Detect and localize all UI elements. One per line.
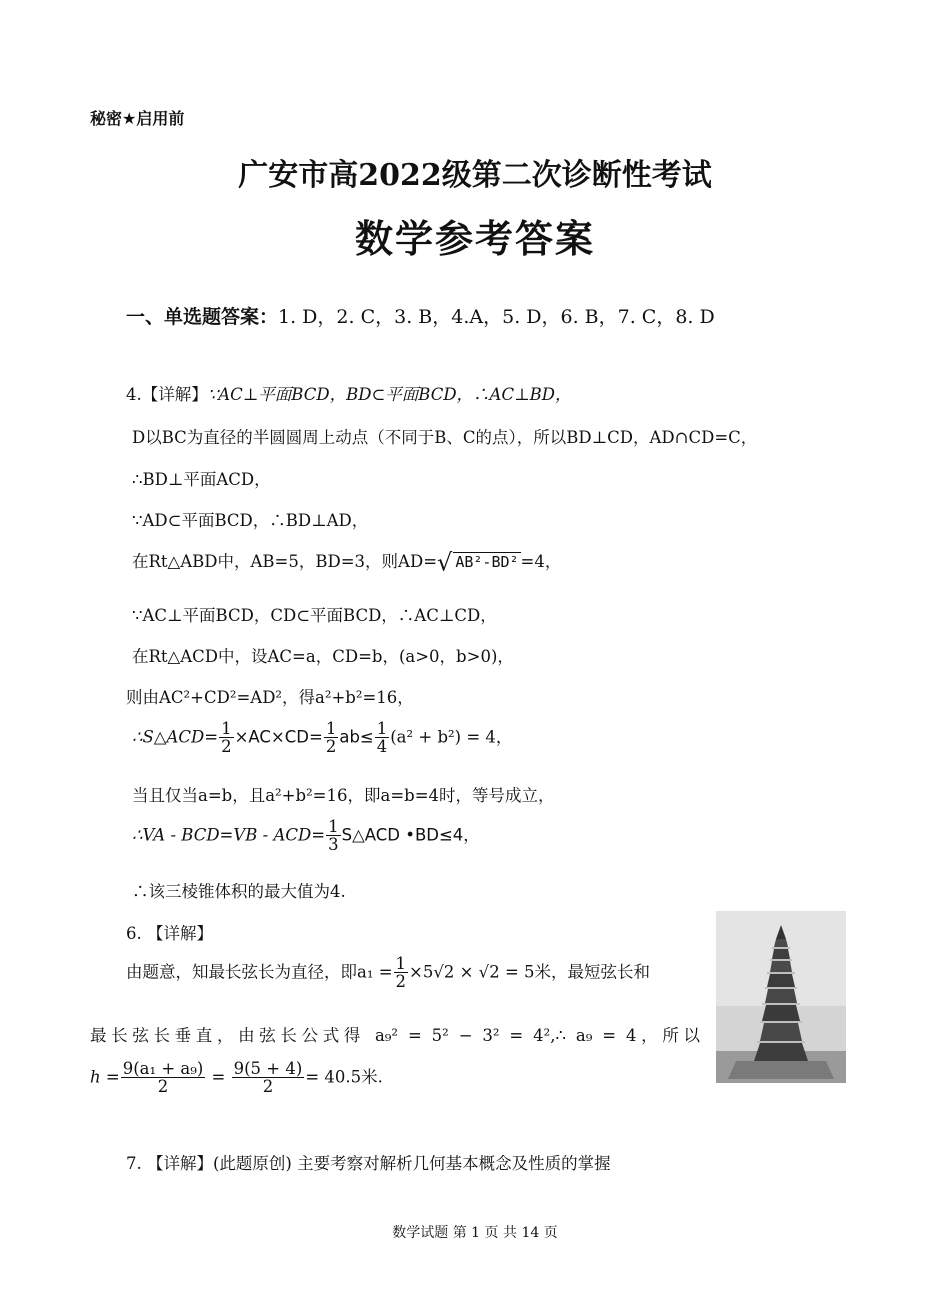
q4-l9-post: (a² + b²) = 4， — [390, 727, 513, 747]
confidential-label: 秘密★启用前 — [90, 109, 185, 128]
q4-line-4: ∵AD⊂平面BCD，∴BD⊥AD， — [132, 511, 369, 530]
q4-line-11 — [132, 818, 480, 854]
fraction-sum-a: $\frac{\text{9(a₁ + a₉)}}{2}$ — [122, 1059, 204, 1097]
answer-key-list: 1. D，2. C，3. B，4.A，5. D，6. B，7. C，8. D — [278, 306, 715, 328]
q4-head: 4.【详解】 — [126, 385, 208, 404]
q4-line-7: 在Rt△ACD中，设AC=a，CD=b，(a>0，b>0)， — [132, 647, 514, 666]
answer-key — [126, 302, 715, 329]
q4-line-10: 当且仅当a=b，且a²+b²=16，即a=b=4时，等号成立， — [132, 786, 555, 805]
q4-l9-mid2: ab≤ — [339, 727, 374, 747]
q4-l1: ∵AC⊥平面BCD，BD⊂平面BCD，∴AC⊥BD， — [207, 385, 572, 404]
fraction-one-half-2: $\frac{1}{2}$ — [325, 719, 337, 757]
fraction-one-third: $\frac{1}{3}$ — [328, 817, 339, 855]
q6-l3-pre: h = — [90, 1067, 120, 1087]
q6-l1-post: ×5√2 × √2 = 5米，最短弦长和 — [409, 962, 651, 982]
page-title: 数学参考答案 — [354, 217, 595, 261]
pagoda-photo — [716, 911, 846, 1083]
q6-l1-pre: 由题意，知最长弦长为直径，即a₁ = — [126, 962, 393, 982]
q4-l9-pre: ∴S△ACD= — [132, 727, 219, 747]
answer-key-label: 一、单选题答案： — [126, 306, 279, 328]
q4-l11-pre: ∴VA - BCD=VB - ACD= — [132, 825, 326, 845]
q4-l5-pre: 在Rt△ABD中，AB=5，BD=3，则AD= — [132, 552, 438, 571]
page-footer: 数学试题 第 1 页 共 14 页 — [392, 1225, 558, 1241]
q4-line-8: 则由AC²+CD²=AD²，得a²+b²=16， — [126, 688, 414, 707]
q4-l5-post: =4， — [520, 552, 562, 571]
fraction-one-half-q6: $\frac{1}{2}$ — [395, 954, 407, 992]
q4-l11-post: S△ACD •BD≤4， — [341, 825, 480, 845]
q4-line-2: D以BC为直径的半圆圆周上动点（不同于B、C的点），所以BD⊥CD，AD∩CD=C， — [132, 428, 758, 447]
q4-line-12: ∴该三棱锥体积的最大值为4. — [132, 882, 346, 901]
q4-line-9 — [132, 720, 512, 756]
q4-l5-radicand: AB²-BD² — [455, 553, 519, 571]
q6-l3-post: = 40.5米. — [305, 1067, 383, 1087]
exam-title: 广安市高2022级第二次诊断性考试 — [238, 158, 712, 193]
fraction-one-quarter: $\frac{1}{4}$ — [376, 719, 388, 757]
q4-line-6: ∵AC⊥平面BCD，CD⊂平面BCD，∴AC⊥CD， — [132, 606, 497, 625]
radical-icon: √ — [437, 548, 453, 577]
fraction-sum-numbers: $\frac{9(5 + 4)}{2}$ — [233, 1059, 303, 1097]
fraction-one-half: $\frac{1}{2}$ — [221, 719, 232, 757]
q7-line: 7. 【详解】(此题原创) 主要考察对解析几何基本概念及性质的掌握 — [126, 1154, 611, 1173]
q6-line-1 — [126, 955, 650, 991]
q4-line-3: ∴BD⊥平面ACD， — [132, 470, 271, 489]
q6-line-3: h = $\frac{\text{9(a₁ + a₉)}}{2}$ = $\frac{9(5 + 4)}{2}$ = 40.5米. — [90, 1059, 383, 1097]
q6-line-2: 最长弦长垂直，由弦长公式得 a₉² = 5² − 3² = 4²,∴ a₉ = 4，所以 — [90, 1026, 700, 1045]
q4-line-5 — [132, 548, 561, 577]
pagoda-icon — [716, 911, 846, 1083]
q4-l9-mid1: ×AC×CD= — [234, 727, 323, 747]
q6-head: 6. 【详解】 — [126, 924, 213, 943]
q4-line-1 — [126, 381, 571, 405]
